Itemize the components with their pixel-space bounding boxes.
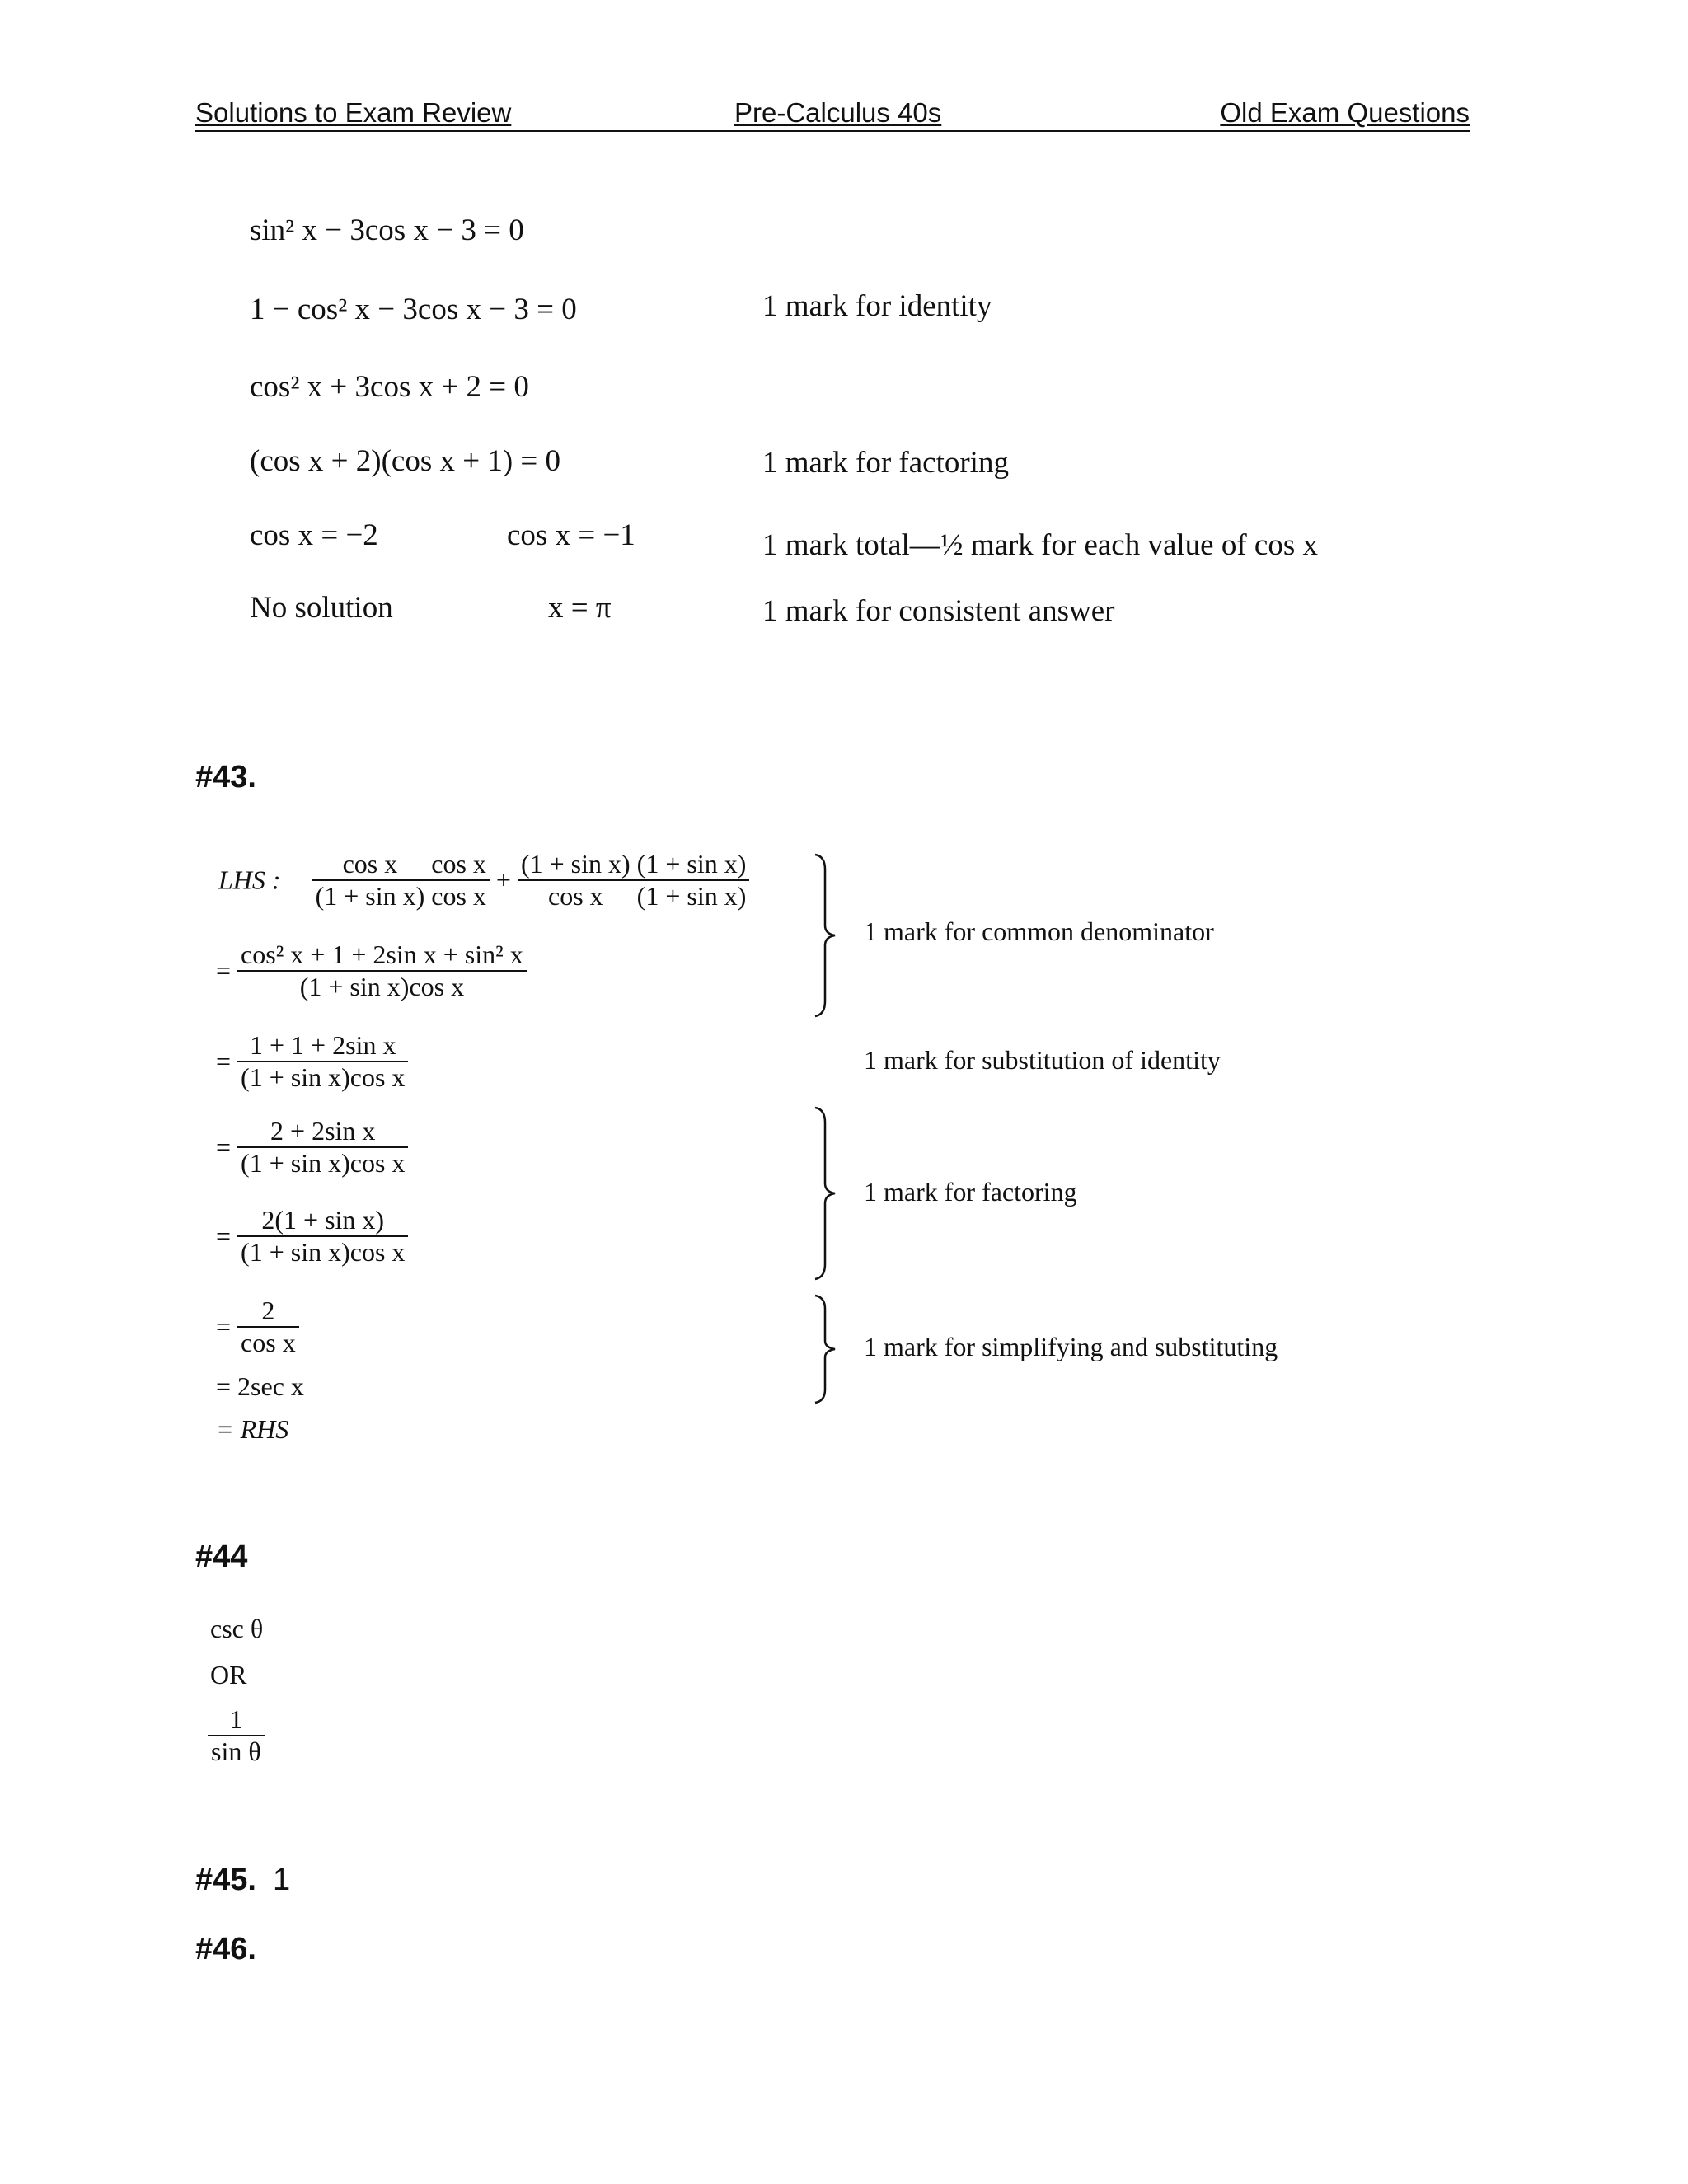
q43-term-3-num: (1 + sin x) bbox=[518, 849, 634, 881]
q42-line-4: (cos x + 2)(cos x + 1) = 0 bbox=[250, 444, 561, 478]
q43-step-2-num: 1 + 1 + 2sin x bbox=[237, 1030, 408, 1062]
q43-step-5-eq: = bbox=[216, 1311, 232, 1342]
q43-step-5-frac bbox=[237, 1296, 299, 1358]
q43-step-1-num: cos² x + 1 + 2sin x + sin² x bbox=[237, 940, 527, 972]
q43-term-3 bbox=[518, 849, 634, 912]
q42-line-1: sin² x − 3cos x − 3 = 0 bbox=[250, 213, 524, 247]
q42-note-total: 1 mark total—½ mark for each value of cos x bbox=[762, 528, 1318, 562]
q43-step-5 bbox=[216, 1296, 299, 1358]
q42-cos-a: cos x = −2 bbox=[250, 518, 378, 552]
q43-step-4 bbox=[216, 1205, 408, 1268]
brace-1-icon bbox=[812, 853, 845, 1018]
q45-answer: 1 bbox=[272, 1863, 291, 1897]
q42-line-3: cos² x + 3cos x + 2 = 0 bbox=[250, 370, 529, 404]
page-header bbox=[195, 97, 1470, 135]
q43-step-3-frac bbox=[237, 1116, 408, 1179]
q43-term-1-den: (1 + sin x) bbox=[315, 880, 425, 911]
q43-term-4-num: (1 + sin x) bbox=[634, 849, 750, 881]
q44-frac-den: sin θ bbox=[211, 1736, 261, 1766]
q43-step-4-eq: = bbox=[216, 1221, 232, 1251]
header-left: Solutions to Exam Review bbox=[195, 97, 512, 128]
q43-step-2-den: (1 + sin x)cos x bbox=[241, 1062, 406, 1092]
q43-plus: + bbox=[495, 865, 511, 895]
brace-3-icon bbox=[812, 1294, 845, 1404]
q43-step-4-den: (1 + sin x)cos x bbox=[241, 1236, 406, 1267]
q43-step-4-frac bbox=[237, 1205, 408, 1268]
q43-step-2-eq: = bbox=[216, 1046, 232, 1076]
q44-frac-num: 1 bbox=[208, 1704, 265, 1736]
q43-step-2-frac bbox=[237, 1030, 408, 1093]
header-center: Pre-Calculus 40s bbox=[734, 97, 942, 128]
q43-number: #43. bbox=[195, 760, 256, 794]
header-rule bbox=[195, 130, 1470, 132]
q43-term-2 bbox=[428, 849, 490, 912]
q43-term-1-num: cos x bbox=[312, 849, 429, 881]
q44-number: #44 bbox=[195, 1540, 248, 1574]
q45-row bbox=[195, 1863, 290, 1898]
q43-lhs-expression bbox=[218, 849, 749, 912]
q43-step-3-den: (1 + sin x)cos x bbox=[241, 1147, 406, 1178]
q43-step-1-frac bbox=[237, 940, 527, 1002]
q44-frac bbox=[208, 1704, 265, 1767]
q46-number: #46. bbox=[195, 1932, 256, 1966]
q42-sol-a: No solution bbox=[250, 591, 393, 625]
q42-cos-b: cos x = −1 bbox=[507, 518, 635, 552]
q45-number: #45. bbox=[195, 1863, 256, 1897]
q42-note-identity: 1 mark for identity bbox=[762, 289, 992, 323]
q43-term-2-num: cos x bbox=[428, 849, 490, 881]
q42-note-consistent: 1 mark for consistent answer bbox=[762, 594, 1115, 628]
header-right: Old Exam Questions bbox=[1220, 97, 1470, 128]
q43-step-1 bbox=[216, 940, 527, 1002]
q43-term-2-den: cos x bbox=[431, 880, 486, 911]
q43-step-5-num: 2 bbox=[237, 1296, 299, 1328]
q43-note-factoring: 1 mark for factoring bbox=[864, 1177, 1077, 1207]
brace-2-icon bbox=[812, 1106, 845, 1281]
q43-step-4-num: 2(1 + sin x) bbox=[237, 1205, 408, 1237]
q43-term-1 bbox=[312, 849, 429, 912]
q43-step-5-den: cos x bbox=[241, 1327, 296, 1357]
q43-term-4-den: (1 + sin x) bbox=[636, 880, 747, 911]
q44-or: OR bbox=[210, 1660, 247, 1690]
q43-step-3-eq: = bbox=[216, 1132, 232, 1162]
q43-step-1-eq: = bbox=[216, 955, 232, 986]
q43-term-4 bbox=[634, 849, 750, 912]
q42-sol-b: x = π bbox=[548, 591, 612, 625]
q43-step-1-den: (1 + sin x)cos x bbox=[299, 971, 465, 1001]
q43-note-simplify: 1 mark for simplifying and substituting bbox=[864, 1332, 1278, 1361]
q42-note-factoring: 1 mark for factoring bbox=[762, 446, 1009, 480]
q43-step-7: = RHS bbox=[216, 1414, 289, 1444]
q43-note-common: 1 mark for common denominator bbox=[864, 916, 1214, 946]
q44-csc: csc θ bbox=[210, 1614, 264, 1643]
q43-note-identity: 1 mark for substitution of identity bbox=[864, 1045, 1221, 1075]
q43-step-3-num: 2 + 2sin x bbox=[237, 1116, 408, 1148]
q43-lhs-label: LHS : bbox=[218, 865, 281, 895]
q43-step-3 bbox=[216, 1116, 408, 1179]
q43-step-2 bbox=[216, 1030, 408, 1093]
q43-term-3-den: cos x bbox=[547, 880, 603, 911]
q43-step-6: = 2sec x bbox=[216, 1371, 304, 1401]
q42-line-2: 1 − cos² x − 3cos x − 3 = 0 bbox=[250, 293, 577, 326]
q44-fraction bbox=[208, 1704, 265, 1767]
